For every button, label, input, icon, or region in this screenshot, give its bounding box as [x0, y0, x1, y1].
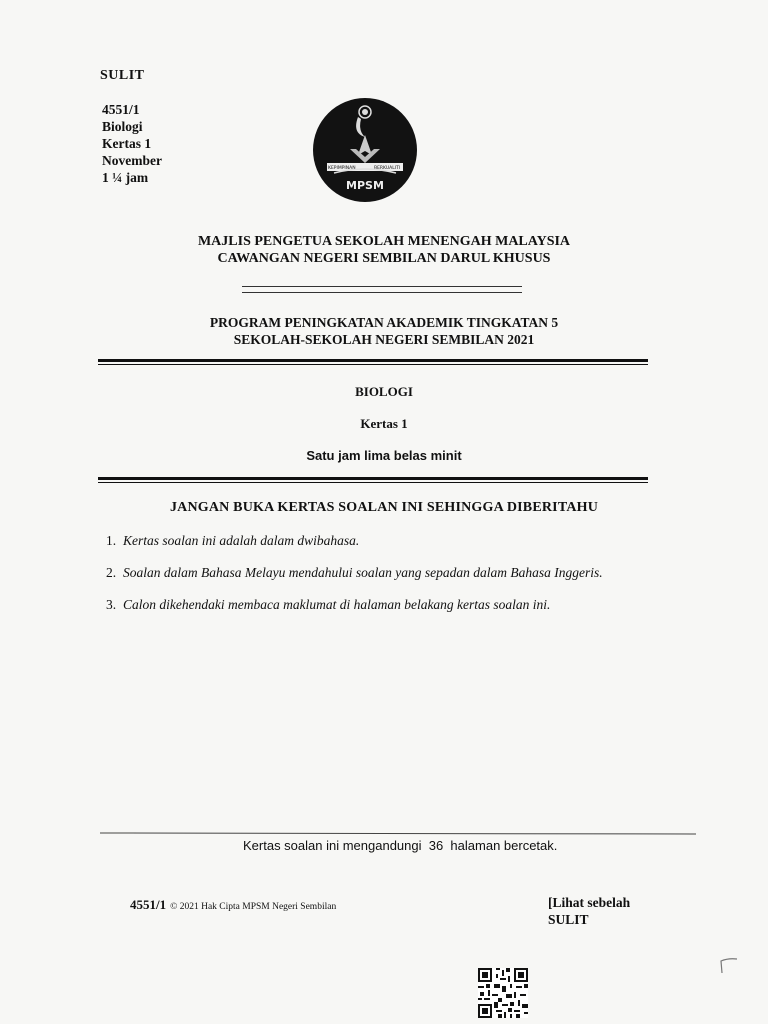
paper-subject: Biologi: [102, 119, 143, 134]
program-line-1: PROGRAM PENINGKATAN AKADEMIK TINGKATAN 5: [209, 315, 559, 330]
paper-duration: 1 ¼ jam: [102, 170, 149, 185]
organization-line-2: CAWANGAN NEGERI SEMBILAN DARUL KHUSUS: [217, 251, 551, 266]
turn-over-text: [Lihat sebelah: [548, 895, 631, 910]
program-heading: [0, 314, 768, 348]
classification-bottom: SULIT: [548, 912, 589, 927]
mpsm-logo: [312, 97, 418, 203]
footer-code-line: [130, 897, 336, 913]
program-line-2: SEKOLAH-SEKOLAH NEGERI SEMBILAN 2021: [233, 332, 535, 347]
logo-banner-left: KEPIMPINAN: [328, 166, 356, 171]
divider-top: [98, 359, 648, 365]
instruction-number: 1.: [106, 533, 117, 548]
instruction-text: Kertas soalan ini adalah dalam dwibahasa.: [123, 533, 360, 548]
warning-heading: JANGAN BUKA KERTAS SOALAN INI SEHINGGA DIBERITAHU: [169, 500, 599, 515]
organization-line-1: MAJLIS PENGETUA SEKOLAH MENENGAH MALAYSIA: [197, 234, 571, 249]
instruction-item: [106, 533, 603, 565]
classification-top: SULIT: [100, 68, 145, 83]
page-count-note: [243, 838, 557, 853]
corner-scribble: [718, 955, 740, 975]
instructions-list: [106, 533, 603, 629]
instruction-number: 3.: [106, 597, 117, 612]
paper-number: Kertas 1: [102, 136, 152, 151]
instruction-item: [106, 597, 603, 629]
footer-divider: [100, 832, 696, 834]
page-count-value: 36: [428, 838, 444, 853]
paper-code: 4551/1: [102, 102, 140, 117]
divider-bottom: [98, 477, 648, 483]
instruction-item: [106, 565, 603, 597]
qr-code: [478, 968, 528, 1018]
paper-info: [102, 101, 162, 186]
page-count-suffix: halaman bercetak.: [443, 838, 558, 853]
instruction-number: 2.: [106, 565, 117, 580]
organization-heading: [0, 233, 768, 267]
paper-month: November: [102, 153, 162, 168]
divider-short: [242, 286, 522, 293]
instruction-text: Soalan dalam Bahasa Melayu mendahului soalan yang sepadan dalam Bahasa Inggeris.: [123, 565, 603, 580]
logo-banner-right: BERKUALITI: [374, 166, 401, 171]
exam-paper: Kertas 1: [360, 416, 408, 431]
logo-acronym: MPSM: [346, 179, 384, 192]
footer-paper-code: 4551/1: [130, 897, 167, 912]
exam-duration: Satu jam lima belas minit: [306, 448, 462, 463]
exam-subject: BIOLOGI: [355, 384, 413, 399]
instruction-text: Calon dikehendaki membaca maklumat di halaman belakang kertas soalan ini.: [123, 597, 551, 612]
turn-over-note: [548, 894, 630, 928]
page-count-prefix: Kertas soalan ini mengandungi: [243, 838, 429, 853]
copyright-notice: © 2021 Hak Cipta MPSM Negeri Sembilan: [170, 902, 337, 912]
